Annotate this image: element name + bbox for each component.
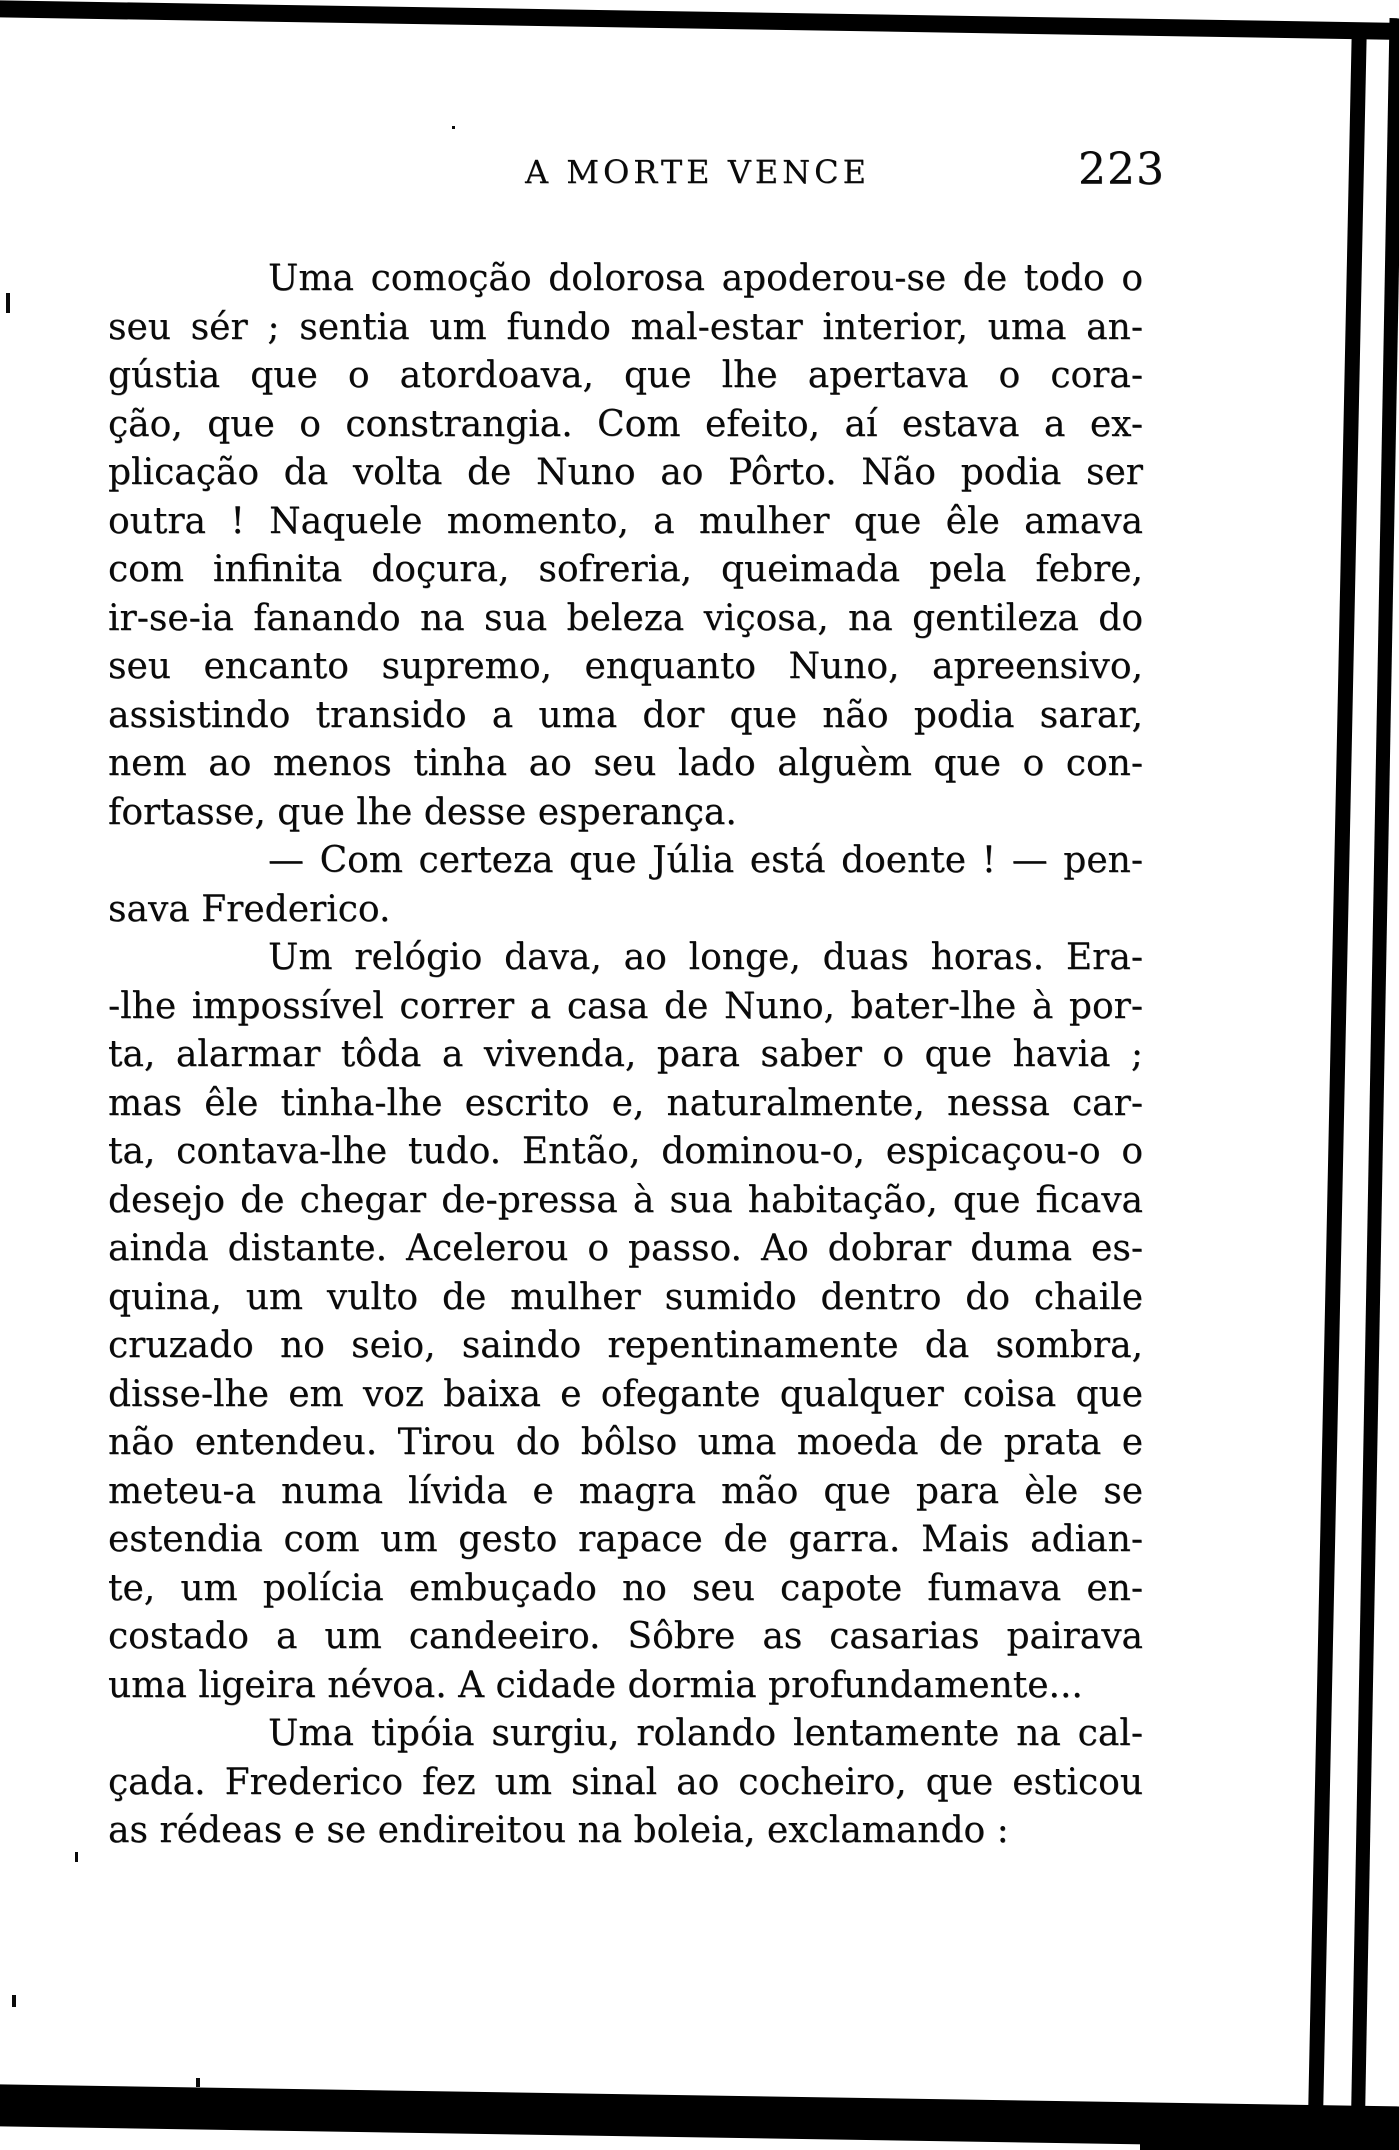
text-line: ta, alarmar tôda a vivenda, para saber o que havia ; bbox=[108, 1034, 1143, 1075]
text-line: uma ligeira névoa. A cidade dormia profundamente... bbox=[108, 1664, 1083, 1706]
text-line: desejo de chegar de-pressa à sua habitação, que ficava bbox=[108, 1179, 1143, 1221]
scan-speck bbox=[12, 1995, 16, 2007]
text-line: fortasse, que lhe desse esperança. bbox=[108, 791, 737, 833]
text-line: Uma comoção dolorosa apoderou-se de todo o bbox=[268, 258, 1143, 299]
text-line: te, um polícia embuçado no seu capote fumava en- bbox=[108, 1567, 1143, 1609]
text-line: cruzado no seio, saindo repentinamente da sombra, bbox=[108, 1325, 1143, 1366]
scan-artifact-top-band bbox=[0, 0, 1399, 41]
text-line: çada. Frederico fez um sinal ao cocheiro, que esticou bbox=[108, 1761, 1143, 1803]
text-line: plicação da volta de Nuno ao Pôrto. Não podia ser bbox=[108, 452, 1143, 493]
text-line: -lhe impossível correr a casa de Nuno, bater-lhe à por- bbox=[108, 985, 1143, 1027]
text-line: seu sér ; sentia um fundo mal-estar interior, uma an- bbox=[108, 306, 1143, 348]
text-line: ir-se-ia fanando na sua beleza viçosa, na gentileza do bbox=[108, 597, 1143, 639]
page-number: 223 bbox=[1078, 144, 1165, 195]
running-head-title: A MORTE VENCE bbox=[525, 153, 870, 191]
text-line: — Com certeza que Júlia está doente ! — pen- bbox=[268, 840, 1143, 881]
scan-speck bbox=[6, 293, 10, 313]
text-line: nem ao menos tinha ao seu lado alguèm que o con- bbox=[108, 743, 1143, 784]
scan-artifact-corner bbox=[1140, 2120, 1399, 2150]
text-line: não entendeu. Tirou do bôlso uma moeda de prata e bbox=[108, 1422, 1143, 1463]
paragraph bbox=[108, 934, 1143, 1710]
paragraph bbox=[108, 1710, 1143, 1856]
text-line: ta, contava-lhe tudo. Então, dominou-o, espicaçou-o o bbox=[108, 1131, 1143, 1172]
text-line: disse-lhe em voz baixa e ofegante qualquer coisa que bbox=[108, 1373, 1143, 1415]
scan-speck bbox=[196, 2078, 200, 2087]
text-line: ainda distante. Acelerou o passo. Ao dobrar duma es- bbox=[108, 1228, 1143, 1269]
text-line: seu encanto supremo, enquanto Nuno, apreensivo, bbox=[108, 646, 1143, 687]
text-line: ção, que o constrangia. Com efeito, aí estava a ex- bbox=[108, 403, 1143, 445]
paragraph bbox=[108, 255, 1143, 837]
text-line: as rédeas e se endireitou na boleia, exclamando : bbox=[108, 1810, 1009, 1851]
text-line: estendia com um gesto rapace de garra. Mais adian- bbox=[108, 1519, 1143, 1560]
text-line: com infinita doçura, sofreria, queimada pela febre, bbox=[108, 549, 1143, 590]
paragraph bbox=[108, 837, 1143, 934]
page-body bbox=[108, 255, 1143, 1856]
scan-speck bbox=[75, 1852, 78, 1862]
text-line: mas êle tinha-lhe escrito e, naturalmente, nessa car- bbox=[108, 1082, 1143, 1124]
text-line: assistindo transido a uma dor que não podia sarar, bbox=[108, 694, 1143, 736]
text-line: meteu-a numa lívida e magra mão que para èle se bbox=[108, 1470, 1143, 1512]
scan-speck bbox=[452, 126, 455, 129]
text-line: Um relógio dava, ao longe, duas horas. Era- bbox=[268, 937, 1143, 978]
text-line: costado a um candeeiro. Sôbre as casarias pairava bbox=[108, 1616, 1143, 1657]
text-line: quina, um vulto de mulher sumido dentro do chaile bbox=[108, 1276, 1143, 1318]
text-line: gústia que o atordoava, que lhe apertava o cora- bbox=[108, 355, 1143, 396]
text-line: sava Frederico. bbox=[108, 888, 391, 930]
text-line: Uma tipóia surgiu, rolando lentamente na cal- bbox=[268, 1713, 1143, 1754]
text-line: outra ! Naquele momento, a mulher que êle amava bbox=[108, 500, 1143, 542]
